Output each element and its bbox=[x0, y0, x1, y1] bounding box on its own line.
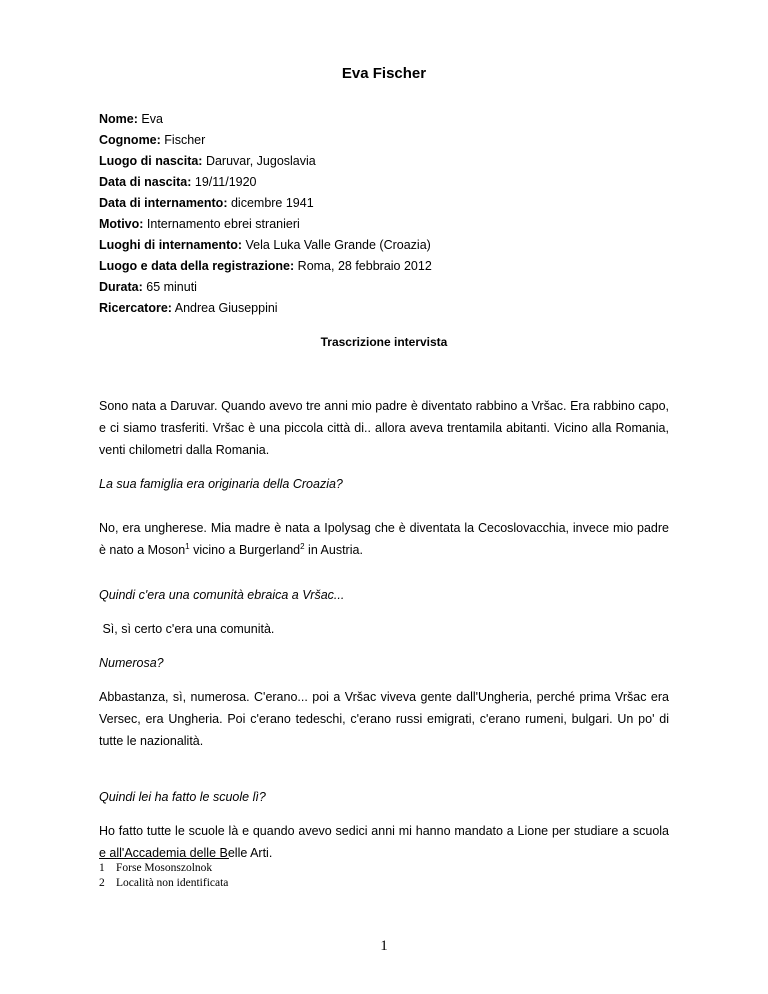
footnote-text: Forse Mosonszolnok bbox=[116, 862, 213, 874]
answer-text: Sì, sì certo c'era una comunità. bbox=[99, 622, 275, 636]
metadata-label: Motivo: bbox=[99, 217, 144, 231]
answer-text-part: vicino a Burgerland bbox=[189, 543, 301, 557]
answer-paragraph bbox=[99, 395, 669, 461]
answer-paragraph bbox=[99, 618, 669, 640]
metadata-row-ricercatore bbox=[99, 298, 432, 319]
footnote-ref: 1 bbox=[185, 541, 190, 551]
metadata-label: Data di internamento: bbox=[99, 196, 228, 210]
metadata-row-registrazione bbox=[99, 256, 432, 277]
metadata-label: Cognome: bbox=[99, 133, 161, 147]
metadata-label: Durata: bbox=[99, 280, 143, 294]
metadata-label: Luoghi di internamento: bbox=[99, 238, 243, 252]
metadata-list bbox=[99, 109, 432, 319]
footnote bbox=[99, 876, 228, 891]
question-text: Numerosa? bbox=[99, 656, 164, 670]
metadata-value: 19/11/1920 bbox=[191, 175, 257, 189]
answer-paragraph bbox=[99, 517, 669, 561]
transcript-heading: Trascrizione intervista bbox=[320, 335, 448, 349]
answer-text-part: in Austria. bbox=[304, 543, 363, 557]
answer-text: Sono nata a Daruvar. Quando avevo tre anni mio padre è diventato rabbino a Vršac. Era rabbino capo, e ci siamo trasferiti. Vršac è una piccola città di.. allora aveva trentamila abitanti. Vicino alla Romania, venti chilometri dalla Romania. bbox=[99, 399, 669, 457]
answer-text: Ho fatto tutte le scuole là e quando avevo sedici anni mi hanno mandato a Lione per studiare a scuola e all'Accademia delle Belle Arti. bbox=[99, 824, 669, 860]
metadata-value: dicembre 1941 bbox=[227, 196, 314, 210]
answer-text: Abbastanza, sì, numerosa. C'erano... poi a Vršac viveva gente dall'Ungheria, perché prima Vršac era Versec, era Ungheria. Poi c'erano tedeschi, c'erano russi emigrati, c'erano rumeni, bulgari. Un po' di tutte le nazionalità. bbox=[99, 690, 669, 748]
answer-text-part: No, era ungherese. Mia madre è nata a Ipolysag che è diventata la Cecoslovacchia, invece mio padre è nato a Moson bbox=[99, 521, 669, 557]
metadata-label: Luogo di nascita: bbox=[99, 154, 203, 168]
metadata-value: Eva bbox=[137, 112, 163, 126]
footnote bbox=[99, 861, 228, 876]
footnote-ref: 2 bbox=[300, 541, 305, 551]
question-paragraph bbox=[99, 786, 669, 808]
question-paragraph bbox=[99, 652, 669, 674]
footnote-separator bbox=[99, 858, 229, 859]
metadata-value: 65 minuti bbox=[142, 280, 197, 294]
footnote-number: 2 bbox=[99, 877, 105, 889]
metadata-label: Nome: bbox=[99, 112, 138, 126]
metadata-row-data-nascita bbox=[99, 172, 432, 193]
metadata-row-luoghi-internamento bbox=[99, 235, 432, 256]
metadata-row-nome bbox=[99, 109, 432, 130]
metadata-row-cognome bbox=[99, 130, 432, 151]
question-text: La sua famiglia era originaria della Croazia? bbox=[99, 477, 343, 491]
metadata-value: Fischer bbox=[160, 133, 206, 147]
metadata-label: Data di nascita: bbox=[99, 175, 192, 189]
metadata-value: Andrea Giuseppini bbox=[171, 301, 278, 315]
question-paragraph bbox=[99, 473, 669, 495]
metadata-value: Vela Luka Valle Grande (Croazia) bbox=[242, 238, 431, 252]
metadata-value: Daruvar, Jugoslavia bbox=[202, 154, 316, 168]
metadata-value: Internamento ebrei stranieri bbox=[143, 217, 300, 231]
page-number: 1 bbox=[380, 938, 388, 954]
question-text: Quindi c'era una comunità ebraica a Vršac... bbox=[99, 588, 345, 602]
metadata-label: Luogo e data della registrazione: bbox=[99, 259, 295, 273]
footnote-text: Località non identificata bbox=[116, 877, 229, 889]
footnote-number: 1 bbox=[99, 862, 105, 874]
metadata-label: Ricercatore: bbox=[99, 301, 172, 315]
answer-paragraph bbox=[99, 686, 669, 752]
question-paragraph bbox=[99, 584, 669, 606]
metadata-row-durata bbox=[99, 277, 432, 298]
answer-text bbox=[99, 517, 669, 561]
metadata-row-data-internamento bbox=[99, 193, 432, 214]
document-title: Eva Fischer bbox=[341, 65, 427, 82]
metadata-row-luogo-nascita bbox=[99, 151, 432, 172]
metadata-row-motivo bbox=[99, 214, 432, 235]
question-text: Quindi lei ha fatto le scuole lì? bbox=[99, 790, 266, 804]
footnotes bbox=[99, 861, 228, 891]
metadata-value: Roma, 28 febbraio 2012 bbox=[294, 259, 432, 273]
